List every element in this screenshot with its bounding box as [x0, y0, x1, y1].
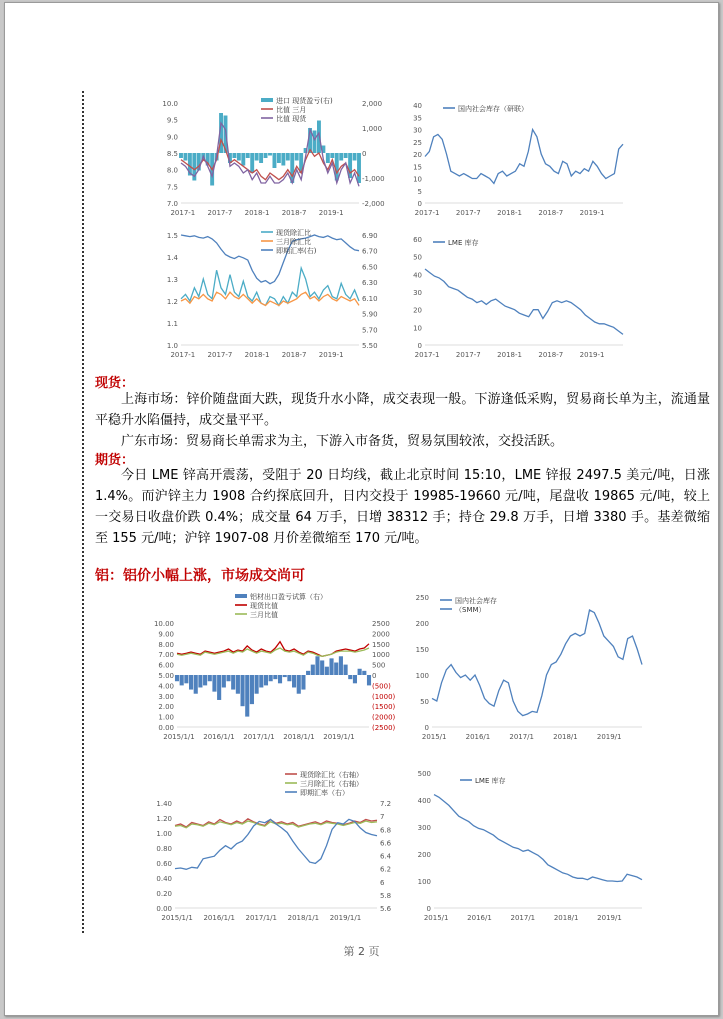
x-tick-label: 2015/1/1	[161, 914, 193, 922]
x-tick-label: 2017/1	[509, 733, 535, 741]
bar-mark	[295, 153, 299, 161]
x-tick-label: 2019-1	[579, 209, 605, 217]
series-line	[177, 642, 369, 657]
bar-mark	[226, 675, 230, 681]
bar-mark	[194, 675, 198, 694]
y2-tick-label: (500)	[372, 682, 391, 691]
bar-mark	[269, 675, 273, 681]
y-tick-label: 6.00	[158, 661, 174, 670]
x-tick-label: 2016/1/1	[203, 914, 235, 922]
y-tick-label: 10	[413, 324, 422, 333]
series-line	[175, 819, 377, 869]
aluminum-heading: 铝：铝价小幅上涨，市场成交尚可	[95, 568, 305, 584]
x-tick-label: 2017-7	[455, 351, 481, 359]
c8-svg	[410, 763, 650, 928]
y-tick-label: 50	[420, 698, 429, 706]
x-tick-label: 2016/1/1	[203, 733, 235, 741]
page-number: 第 2 页	[343, 945, 380, 958]
bar-mark	[203, 675, 207, 685]
chart-domestic-inventory-zinc	[403, 93, 633, 223]
bar-mark	[320, 660, 324, 675]
bar-mark	[283, 675, 287, 677]
bar-mark	[241, 153, 245, 166]
y2-tick-label: 6.8	[380, 826, 392, 835]
legend-label: LME 库存	[475, 777, 506, 785]
bar-mark	[367, 675, 371, 685]
y-tick-label: 10	[413, 175, 422, 184]
bar-mark	[297, 675, 301, 694]
bar-mark	[189, 675, 193, 690]
bar-mark	[175, 675, 179, 681]
x-tick-label: 2018-7	[538, 351, 564, 359]
spot-paragraph-shanghai: 上海市场：锌价随盘面大跌，现货升水小降，成交表现一般。下游逢低采购，贸易商长单为主，流通量平稳升水陷僵持，成交量平平。	[95, 392, 710, 428]
bar-mark	[362, 671, 366, 675]
y-tick-label: 1.4	[166, 254, 178, 262]
bar-mark	[313, 131, 317, 154]
legend-label: 比值 三月	[276, 106, 307, 114]
y-tick-label: 3.00	[158, 692, 174, 701]
y-tick-label: 200	[417, 851, 431, 859]
chart-zinc-ratio	[151, 93, 401, 223]
y-tick-label: 9.00	[158, 630, 174, 639]
bar-mark	[237, 153, 241, 161]
x-tick-label: 2017/1	[510, 914, 536, 922]
y-tick-label: 30	[413, 289, 422, 297]
x-tick-label: 2018-1	[244, 209, 270, 217]
x-tick-label: 2018-7	[281, 209, 307, 217]
y-tick-label: 1.3	[166, 276, 178, 284]
series-line	[434, 795, 642, 882]
y-tick-label: 0.80	[156, 845, 172, 853]
bar-mark	[250, 675, 254, 704]
y2-tick-label: (1000)	[372, 692, 396, 701]
bar-mark	[278, 675, 282, 683]
legend-label: 国内社会库存	[455, 597, 497, 605]
y-tick-label: 0	[426, 905, 431, 913]
bar-mark	[208, 675, 212, 681]
bar-mark	[241, 675, 245, 706]
bar-mark	[268, 153, 272, 156]
y2-tick-label: 5.70	[362, 326, 378, 335]
bar-mark	[184, 675, 188, 683]
x-tick-label: 2019/1	[596, 733, 622, 741]
y2-tick-label: 6.10	[362, 294, 378, 303]
y-tick-label: 1.2	[166, 298, 178, 306]
y-tick-label: 8.00	[158, 640, 174, 649]
bar-mark	[339, 656, 343, 675]
bar-mark	[180, 675, 184, 685]
y2-tick-label: 6.90	[362, 232, 378, 240]
y-tick-label: 30	[413, 126, 422, 135]
bar-mark	[217, 675, 221, 700]
x-tick-label: 2019/1	[597, 914, 622, 922]
spot-paragraph-guangdong: 广东市场：贸易商长单需求为主，下游入市备货，贸易氛围较浓，交投活跃。	[121, 434, 564, 449]
bar-mark	[358, 669, 362, 675]
bar-mark	[292, 675, 296, 687]
x-tick-label: 2018/1	[553, 914, 579, 922]
bar-mark	[281, 153, 285, 166]
bar-mark	[250, 153, 254, 173]
y-tick-label: 10.0	[162, 100, 178, 108]
y-tick-label: 0	[417, 342, 422, 350]
spot-heading: 现货：	[95, 376, 135, 391]
y-tick-label: 0.40	[156, 875, 172, 883]
legend-label: 比值 现货	[276, 115, 307, 123]
legend-label: 现货除汇比（右轴）	[300, 771, 363, 779]
y-tick-label: 15	[413, 163, 422, 172]
bar-mark	[255, 153, 259, 161]
bar-mark	[306, 671, 310, 675]
y2-tick-label: 1000	[372, 651, 390, 660]
legend-label: 三月比值	[250, 611, 278, 619]
x-tick-label: 2015/1	[421, 733, 447, 741]
y2-tick-label: 5.6	[380, 905, 392, 913]
x-tick-label: 2018/1	[553, 733, 578, 741]
x-tick-label: 2017-1	[414, 351, 440, 359]
x-tick-label: 2017-1	[170, 209, 196, 217]
chart-lme-inventory-aluminum	[410, 763, 650, 928]
bar-mark	[357, 153, 361, 183]
y-tick-label: 8.5	[166, 150, 178, 158]
bar-mark	[353, 675, 357, 683]
series-line	[425, 269, 623, 334]
y2-tick-label: 6.2	[380, 865, 392, 874]
x-tick-label: 2017-1	[170, 351, 196, 359]
legend-label: 国内社会库存（研联）	[458, 105, 528, 113]
bar-mark	[245, 675, 249, 717]
y-tick-label: 9.0	[166, 133, 178, 142]
y2-tick-label: 6.6	[380, 839, 392, 848]
y-tick-label: 1.20	[156, 815, 172, 823]
y-tick-label: 40	[413, 102, 422, 110]
legend-label: LME 库存	[448, 239, 479, 247]
legend-label: 现货比值	[250, 602, 278, 610]
y-tick-label: 4.00	[158, 682, 174, 691]
chart-lme-inventory-zinc	[403, 225, 633, 363]
x-tick-label: 2017-7	[207, 351, 233, 359]
y-tick-label: 7.00	[158, 651, 174, 660]
x-tick-label: 2018/1/1	[283, 733, 315, 741]
series-line	[181, 235, 359, 284]
y2-tick-label: 6.50	[362, 263, 378, 272]
y2-tick-label: 0	[372, 672, 377, 680]
y2-tick-label: (2000)	[372, 713, 396, 722]
y-tick-label: 400	[417, 797, 431, 805]
legend-label: 现货除汇比	[276, 229, 311, 237]
y-tick-label: 100	[415, 672, 429, 680]
y2-tick-label: 2,000	[362, 100, 383, 108]
bar-mark	[353, 153, 357, 161]
legend-label: 铝材出口盈亏试算（右）	[250, 593, 327, 601]
c7-svg	[145, 763, 405, 928]
y-tick-label: 2.00	[158, 703, 174, 712]
x-tick-label: 2017-7	[455, 209, 481, 217]
bar-mark	[246, 153, 250, 158]
chart-domestic-inventory-aluminum	[410, 589, 650, 749]
y-tick-label: 1.1	[166, 320, 178, 328]
y2-tick-label: 6	[380, 878, 385, 887]
y2-tick-label: 5.90	[362, 310, 378, 319]
x-tick-label: 2018-1	[497, 209, 522, 217]
bar-mark	[344, 153, 348, 158]
legend-label: 三月除汇比（右轴）	[300, 780, 363, 788]
bar-mark	[348, 675, 352, 679]
bar-mark	[212, 675, 216, 692]
y-tick-label: 20	[413, 306, 422, 315]
x-tick-label: 2019-1	[318, 209, 344, 217]
bar-mark	[286, 153, 290, 161]
bar-mark	[277, 153, 281, 163]
bar-mark	[329, 658, 333, 675]
x-tick-label: 2019/1/1	[329, 914, 362, 922]
bar-mark	[334, 663, 338, 675]
futures-heading: 期货：	[95, 453, 135, 468]
chart-zinc-exrate-ratio	[151, 225, 401, 363]
bar-mark	[325, 667, 329, 675]
chart-aluminum-ratio	[145, 589, 405, 749]
y2-tick-label: (1500)	[372, 703, 396, 712]
x-tick-label: 2018/1/1	[287, 914, 320, 922]
x-tick-label: 2018-1	[244, 351, 270, 359]
y2-tick-label: (2500)	[372, 724, 396, 732]
bar-mark	[179, 153, 183, 158]
y2-tick-label: 6.30	[362, 279, 378, 288]
series-line	[181, 268, 359, 305]
x-tick-label: 2017-1	[414, 209, 440, 217]
bar-mark	[273, 675, 277, 679]
x-tick-label: 2018-7	[281, 351, 307, 359]
series-line	[432, 610, 642, 716]
x-tick-label: 2019/1/1	[323, 733, 355, 741]
bar-mark	[231, 675, 235, 690]
y-tick-label: 200	[415, 620, 429, 628]
c3-svg	[151, 225, 401, 363]
x-tick-label: 2018-1	[497, 351, 522, 359]
bar-mark	[272, 153, 276, 168]
legend-label: 即期汇率（右）	[300, 789, 349, 797]
y2-tick-label: 6.4	[380, 852, 392, 861]
y-tick-label: 7.0	[166, 200, 178, 208]
y2-tick-label: 1500	[372, 640, 390, 649]
bar-mark	[222, 675, 226, 687]
bar-mark	[330, 153, 334, 158]
bar-mark	[344, 665, 348, 675]
y-tick-label: 5.00	[158, 672, 174, 680]
legend-label: 进口 现货盈亏(右)	[276, 97, 333, 105]
c5-svg	[145, 589, 405, 749]
bar-mark	[255, 675, 259, 694]
x-tick-label: 2019-1	[579, 351, 605, 359]
c4-svg	[403, 225, 633, 363]
y2-tick-label: 2500	[372, 620, 390, 628]
futures-paragraph: 今日 LME 锌高开震荡，受阻于 20 日均线，截止北京时间 15:10，LME 锌报 2497.5 美元/吨，日涨 1.4%。而沪锌主力 1908 合约探底回升，日内交投于 19985-19660 元/吨，尾盘收 19865 元/吨，较上一交易日收盘价跌 0.4%；成交量 64 万手，日增 38312 手；持仓 29.8 万手，日增 3380 手。基差微缩至 155 元/吨；沪锌 1907-08 月价差微缩至 170 元/吨。	[95, 468, 710, 546]
y-tick-label: 0.00	[158, 724, 174, 732]
document-page	[4, 2, 719, 1016]
x-tick-label: 2015/1	[423, 914, 449, 922]
y-tick-label: 0.60	[156, 860, 172, 868]
x-tick-label: 2019-1	[318, 351, 344, 359]
chart-aluminum-exrate-ratio	[145, 763, 405, 928]
bar-mark	[339, 153, 343, 161]
y-tick-label: 8.0	[166, 166, 178, 175]
y-tick-label: 1.0	[166, 342, 178, 350]
y-tick-label: 1.5	[166, 232, 178, 240]
y2-tick-label: -1,000	[362, 175, 385, 183]
y-tick-label: 50	[413, 253, 422, 262]
bar-mark	[311, 665, 315, 675]
y-tick-label: 9.5	[166, 116, 178, 125]
x-tick-label: 2015/1/1	[163, 733, 195, 741]
y-tick-label: 5	[417, 187, 422, 196]
y-tick-label: 1.40	[156, 800, 172, 808]
y-tick-label: 500	[417, 770, 431, 778]
y-tick-label: 60	[413, 236, 422, 244]
x-tick-label: 2016/1	[465, 733, 491, 741]
bar-mark	[259, 675, 263, 687]
bar-mark	[315, 656, 319, 675]
y-tick-label: 1.00	[156, 830, 172, 838]
x-tick-label: 2016/1	[467, 914, 492, 922]
x-tick-label: 2017-7	[207, 209, 233, 217]
bar-mark	[264, 675, 268, 685]
y2-tick-label: 0	[362, 150, 367, 158]
y-tick-label: 35	[413, 114, 422, 123]
y-tick-label: 0	[417, 200, 422, 208]
y2-tick-label: -2,000	[362, 200, 385, 208]
y-tick-label: 25	[413, 138, 422, 147]
x-tick-label: 2017/1/1	[245, 914, 277, 922]
bar-mark	[264, 153, 268, 158]
x-tick-label: 2017/1/1	[243, 733, 275, 741]
bar-mark	[301, 675, 305, 690]
bar-mark	[183, 153, 187, 161]
y-tick-label: 250	[415, 594, 429, 602]
y2-tick-label: 7	[380, 813, 385, 822]
y-tick-label: 300	[417, 824, 431, 832]
y2-tick-label: 1,000	[362, 125, 383, 133]
y2-tick-label: 2000	[372, 630, 390, 639]
bar-mark	[236, 675, 240, 694]
y-tick-label: 0.20	[156, 890, 172, 898]
legend-label: 三月除汇比	[276, 238, 311, 246]
legend-label: （SMM）	[455, 606, 486, 614]
y-tick-label: 0	[424, 724, 429, 732]
y-tick-label: 100	[417, 878, 431, 886]
y-tick-label: 40	[413, 271, 422, 280]
x-tick-label: 2018-7	[538, 209, 564, 217]
legend-label: 即期汇率(右)	[276, 247, 317, 255]
y-tick-label: 20	[413, 151, 422, 159]
y-tick-label: 150	[415, 646, 429, 654]
c1-svg	[151, 93, 401, 223]
bar-mark	[198, 675, 202, 687]
y-tick-label: 7.5	[166, 183, 178, 192]
y2-tick-label: 500	[372, 661, 386, 670]
bar-mark	[287, 675, 291, 681]
y2-tick-label: 6.70	[362, 247, 378, 256]
bar-mark	[259, 153, 263, 163]
c6-svg	[410, 589, 650, 749]
c2-svg	[403, 93, 633, 223]
y2-tick-label: 7.2	[380, 800, 392, 808]
y2-tick-label: 5.8	[380, 891, 392, 900]
y-tick-label: 10.00	[153, 620, 174, 628]
page-margin-marker	[82, 91, 84, 933]
y-tick-label: 1.00	[158, 713, 174, 722]
y-tick-label: 0.00	[156, 905, 172, 913]
bar-mark	[232, 153, 236, 158]
series-line	[425, 130, 623, 184]
bar-mark	[326, 153, 330, 163]
y2-tick-label: 5.50	[362, 342, 378, 350]
